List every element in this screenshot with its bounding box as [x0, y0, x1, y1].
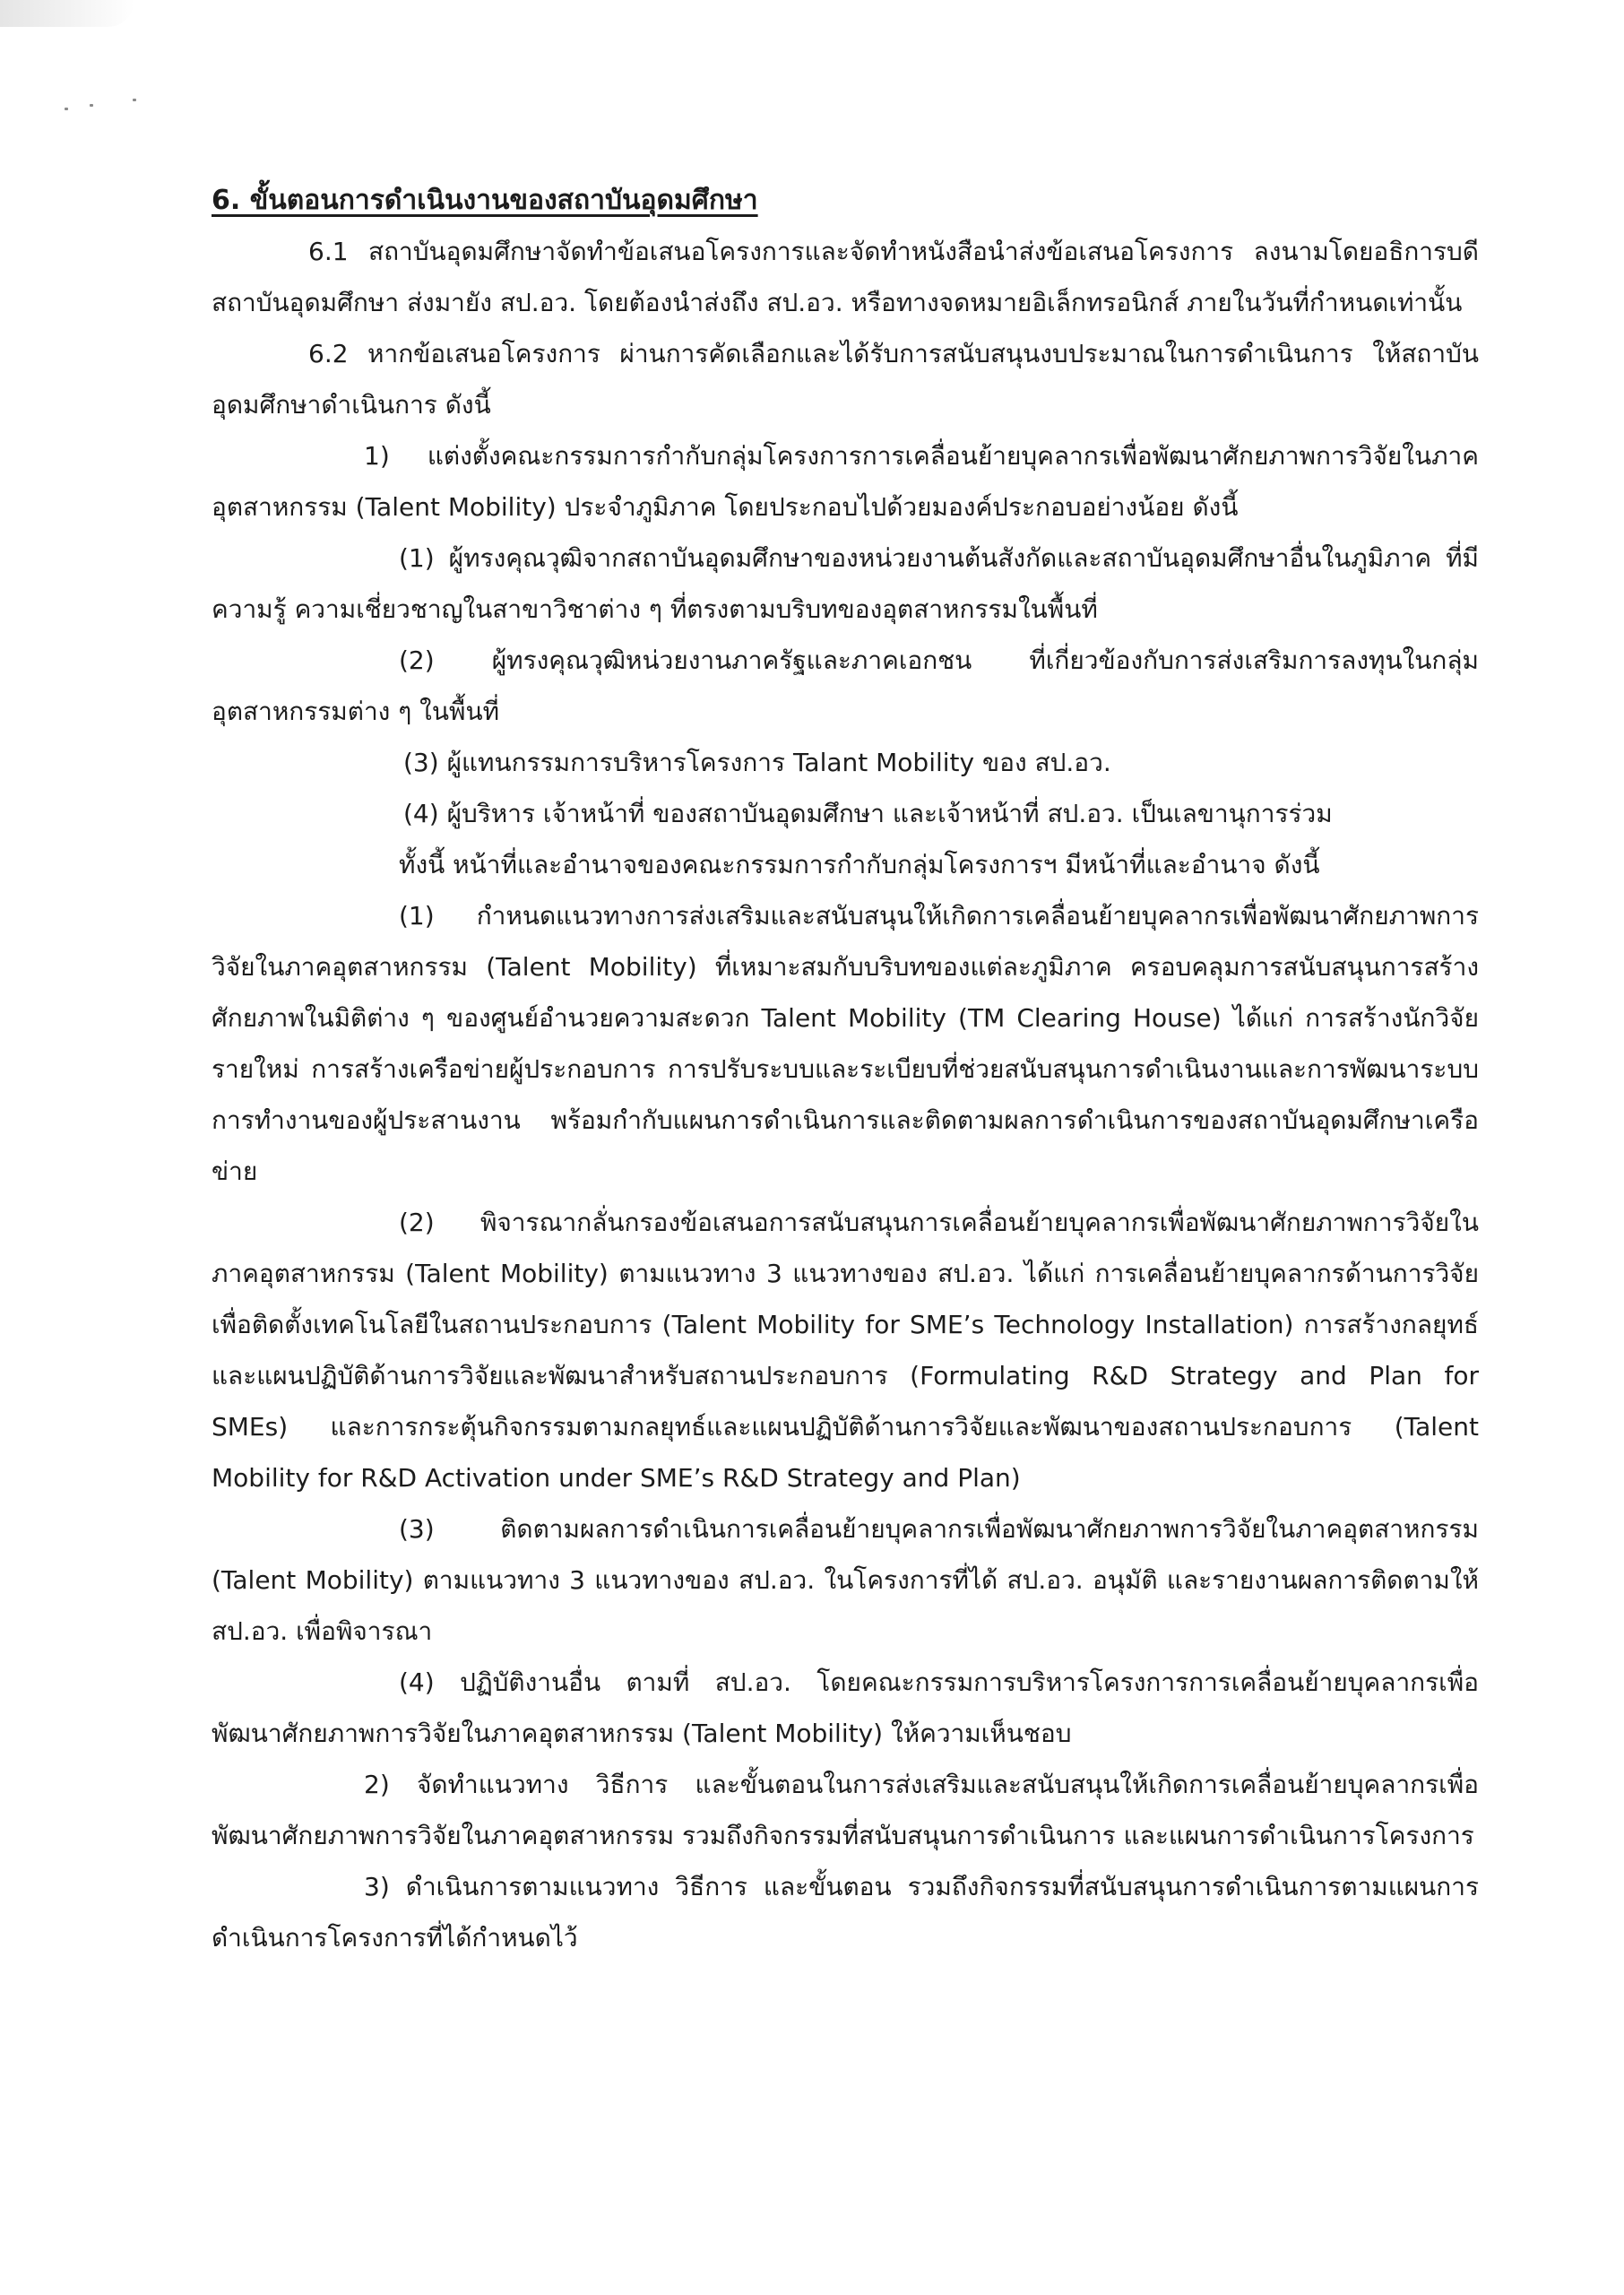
- paragraph-item-2: 2) จัดทำแนวทาง วิธีการ และขั้นตอนในการส่งเสริมและสนับสนุนให้เกิดการเคลื่อนย้ายบุคลากรเพื่อพัฒนาศักยภาพการวิจัยในภาคอุตสาหกรรม รวมถึงกิจกรรมที่สนับสนุนการดำเนินการ และแผนการดำเนินการโครงการ: [212, 1770, 1479, 1850]
- paragraph-duties-intro: ทั้งนี้ หน้าที่และอำนาจของคณะกรรมการกำกับกลุ่มโครงการฯ มีหน้าที่และอำนาจ ดังนี้: [399, 850, 1320, 879]
- paragraph-member-3: (3) ผู้แทนกรรมการบริหารโครงการ Talant Mobility ของ สป.อว.: [403, 748, 1111, 777]
- paragraph-6-2: 6.2 หากข้อเสนอโครงการ ผ่านการคัดเลือกและได้รับการสนับสนุนงบประมาณในการดำเนินการ ให้สถาบันอุดมศึกษาดำเนินการ ดังนี้: [212, 339, 1479, 420]
- paragraph-6-1: 6.1 สถาบันอุดมศึกษาจัดทำข้อเสนอโครงการและจัดทำหนังสือนำส่งข้อเสนอโครงการ ลงนามโดยอธิการบดีสถาบันอุดมศึกษา ส่งมายัง สป.อว. โดยต้องนำส่งถึง สป.อว. หรือทางจดหมายอิเล็กทรอนิกส์ ภายในวันที่กำหนดเท่านั้น: [212, 237, 1479, 317]
- scan-speck: [90, 104, 93, 107]
- paragraph-item-1: 1) แต่งตั้งคณะกรรมการกำกับกลุ่มโครงการการเคลื่อนย้ายบุคลากรเพื่อพัฒนาศักยภาพการวิจัยในภาคอุตสาหกรรม (Talent Mobility) ประจำภูมิภาค โดยประกอบไปด้วยมองค์ประกอบอย่างน้อย ดังนี้: [212, 441, 1479, 522]
- paragraph-duty-3: (3) ติดตามผลการดำเนินการเคลื่อนย้ายบุคลากรเพื่อพัฒนาศักยภาพการวิจัยในภาคอุตสาหกรรม (Talent Mobility) ตามแนวทาง 3 แนวทางของ สป.อว. ในโครงการที่ได้ สป.อว. อนุมัติ และรายงานผลการติดตามให้ สป.อว. เพื่อพิจารณา: [212, 1514, 1479, 1646]
- paragraph-member-2: (2) ผู้ทรงคุณวุฒิหน่วยงานภาครัฐและภาคเอกชน ที่เกี่ยวข้องกับการส่งเสริมการลงทุนในกลุ่มอุตสาหกรรมต่าง ๆ ในพื้นที่: [212, 645, 1479, 726]
- paragraph-duty-4: (4) ปฏิบัติงานอื่น ตามที่ สป.อว. โดยคณะกรรมการบริหารโครงการการเคลื่อนย้ายบุคลากรเพื่อพัฒนาศักยภาพการวิจัยในภาคอุตสาหกรรม (Talent Mobility) ให้ความเห็นชอบ: [212, 1667, 1479, 1748]
- scan-artifact: [0, 0, 134, 27]
- paragraph-member-4: (4) ผู้บริหาร เจ้าหน้าที่ ของสถาบันอุดมศึกษา และเจ้าหน้าที่ สป.อว. เป็นเลขานุการร่วม: [403, 799, 1333, 828]
- paragraph-duty-1: (1) กำหนดแนวทางการส่งเสริมและสนับสนุนให้เกิดการเคลื่อนย้ายบุคลากรเพื่อพัฒนาศักยภาพการวิจัยในภาคอุตสาหกรรม (Talent Mobility) ที่เหมาะสมกับบริบทของแต่ละภูมิภาค ครอบคลุมการสนับสนุนการสร้างศักยภาพในมิติต่าง ๆ ของศูนย์อำนวยความสะดวก Talent Mobility (TM Clearing House) ได้แก่ การสร้างนักวิจัยรายใหม่ การสร้างเครือข่ายผู้ประกอบการ การปรับระบบและระเบียบที่ช่วยสนับสนุนการดำเนินงานและการพัฒนาระบบการทำงานของผู้ประสานงาน พร้อมกำกับแผนการดำเนินการและติดตามผลการดำเนินการของสถาบันอุดมศึกษาเครือข่าย: [212, 901, 1479, 1186]
- scan-speck: [133, 99, 136, 101]
- paragraph-member-1: (1) ผู้ทรงคุณวุฒิจากสถาบันอุดมศึกษาของหน่วยงานต้นสังกัดและสถาบันอุดมศึกษาอื่นในภูมิภาค ที่มีความรู้ ความเชี่ยวชาญในสาขาวิชาต่าง ๆ ที่ตรงตามบริบทของอุตสาหกรรมในพื้นที่: [212, 543, 1479, 624]
- scan-speck: [65, 108, 68, 110]
- section-heading: 6. ขั้นตอนการดำเนินงานของสถาบันอุดมศึกษา: [212, 185, 758, 216]
- paragraph-item-3: 3) ดำเนินการตามแนวทาง วิธีการ และขั้นตอน รวมถึงกิจกรรมที่สนับสนุนการดำเนินการตามแผนการดำเนินการโครงการที่ได้กำหนดไว้: [212, 1872, 1479, 1953]
- document-body: [212, 176, 1479, 1963]
- paragraph-duty-2: (2) พิจารณากลั่นกรองข้อเสนอการสนับสนุนการเคลื่อนย้ายบุคลากรเพื่อพัฒนาศักยภาพการวิจัยในภาคอุตสาหกรรม (Talent Mobility) ตามแนวทาง 3 แนวทางของ สป.อว. ได้แก่ การเคลื่อนย้ายบุคลากรด้านการวิจัยเพื่อติดตั้งเทคโนโลยีในสถานประกอบการ (Talent Mobility for SME’s Technology Installation) การสร้างกลยุทธ์และแผนปฏิบัติด้านการวิจัยและพัฒนาสำหรับสถานประกอบการ (Formulating R&D Strategy and Plan for SMEs) และการกระตุ้นกิจกรรมตามกลยุทธ์และแผนปฏิบัติด้านการวิจัยและพัฒนาของสถานประกอบการ (Talent Mobility for R&D Activation under SME’s R&D Strategy and Plan): [212, 1208, 1479, 1493]
